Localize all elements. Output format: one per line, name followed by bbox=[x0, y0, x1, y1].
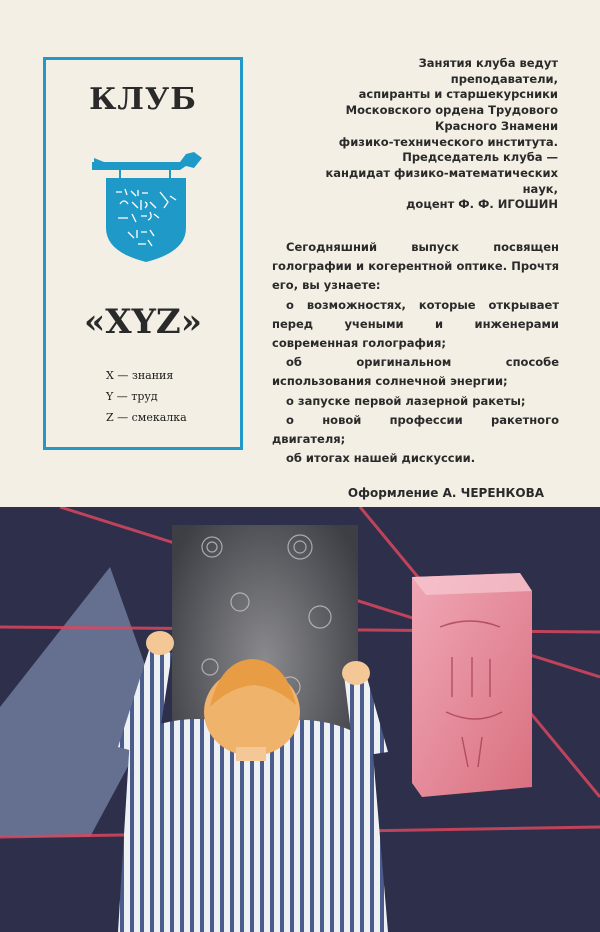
legend-y: Y — труд bbox=[106, 390, 158, 403]
credits-line: Председатель клуба — bbox=[402, 150, 558, 165]
credits-signer: доцент Ф. Ф. ИГОШИН bbox=[406, 197, 558, 212]
intro-paragraph: Сегодняшний выпуск посвящен голографии и когерентной оптике. Прочтя его, вы узнаете: bbox=[272, 240, 559, 293]
intro-item: об итогах нашей дискуссии. bbox=[286, 451, 476, 466]
club-sign-icon bbox=[90, 148, 204, 268]
boy-figure bbox=[118, 631, 388, 932]
credits-line: Красного Знамени bbox=[434, 118, 558, 133]
hologram-illustration bbox=[0, 507, 600, 932]
club-credits bbox=[258, 56, 558, 213]
club-legend bbox=[46, 365, 240, 428]
issue-intro bbox=[272, 238, 559, 468]
intro-item: об оригинальном способе использования солнечной энергии; bbox=[272, 355, 559, 389]
credits-line: кандидат физико-математических bbox=[325, 165, 558, 180]
intro-item: о возможностях, которые открывает перед учеными и инженерами современная голография; bbox=[272, 297, 559, 351]
legend-x: X — знания bbox=[106, 369, 174, 382]
design-credit: Оформление А. ЧЕРЕНКОВА bbox=[347, 486, 544, 500]
credits-line: аспиранты и старшекурсники bbox=[358, 87, 558, 102]
credits-line: Занятия клуба ведут bbox=[418, 56, 558, 70]
credits-line: преподаватели, bbox=[450, 71, 558, 86]
credits-line: физико-технического института. bbox=[338, 134, 558, 149]
club-emblem-box bbox=[43, 57, 243, 450]
legend-z: Z — смекалка bbox=[106, 411, 187, 424]
intro-item: о запуске первой лазерной ракеты; bbox=[286, 393, 526, 408]
credits-line: Московского ордена Трудового bbox=[345, 103, 558, 118]
club-heading: КЛУБ bbox=[89, 82, 197, 117]
club-name: «XYZ» bbox=[84, 302, 202, 342]
credits-line: наук, bbox=[522, 181, 558, 196]
intro-item: о новой профессии ракетного двигателя; bbox=[272, 412, 559, 447]
